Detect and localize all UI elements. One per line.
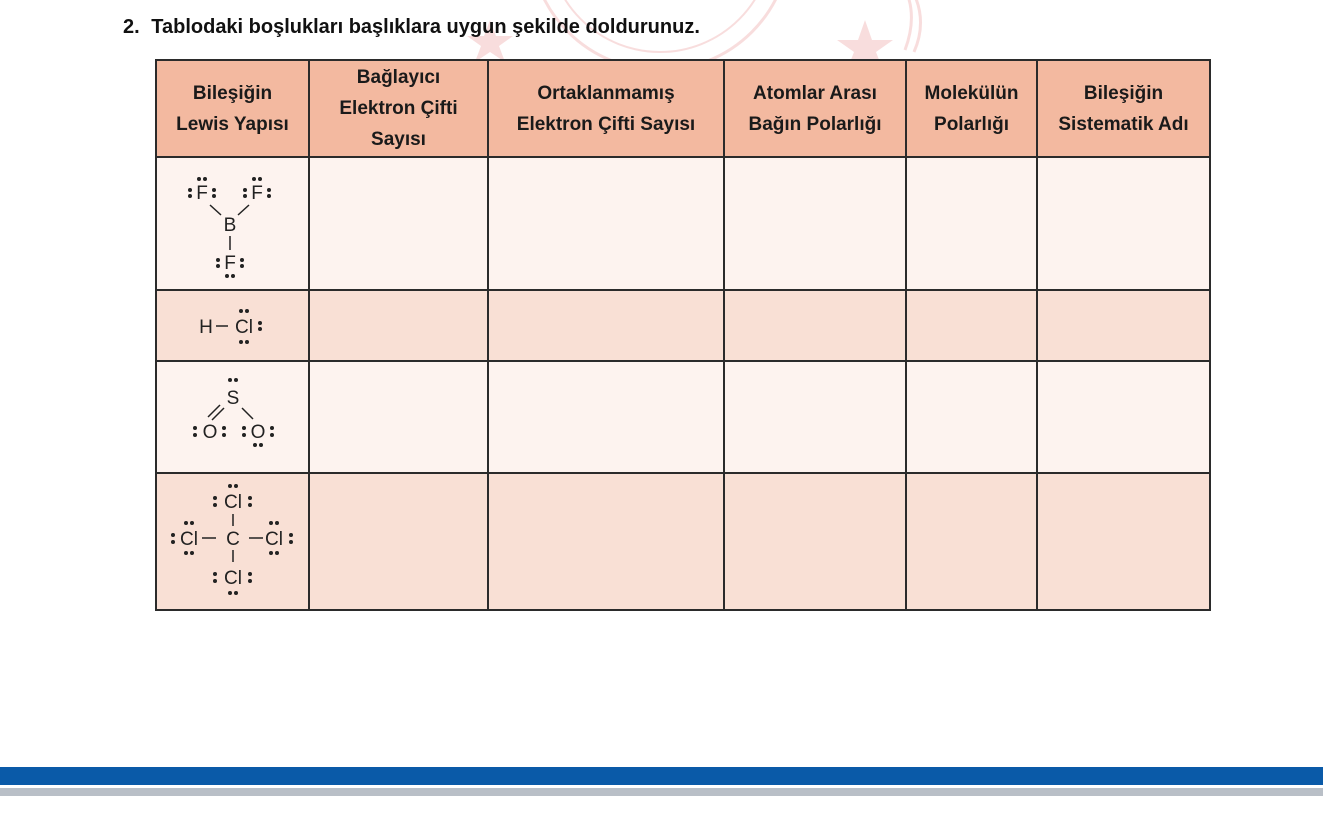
footer-gray-band [0, 788, 1323, 796]
lewis-cell-bf3 [156, 157, 309, 290]
lewis-cell-ccl4 [156, 473, 309, 610]
header-bonding-pairs: Bağlayıcı Elektron Çifti Sayısı [309, 60, 488, 157]
answer-cell[interactable] [309, 290, 488, 361]
header-lone-pairs: Ortaklanmamış Elektron Çifti Sayısı [488, 60, 724, 157]
answer-cell[interactable] [724, 290, 906, 361]
atom-f: F [223, 252, 236, 274]
atom-cl: Cl [264, 528, 283, 550]
atom-f: F [195, 182, 208, 204]
answer-cell[interactable] [1037, 473, 1210, 610]
table-row [156, 157, 1210, 290]
atom-c: C [225, 528, 240, 550]
answer-cell[interactable] [488, 290, 724, 361]
question-number: 2. [123, 16, 140, 38]
lewis-structure-ccl4 [168, 480, 298, 604]
answer-cell[interactable] [906, 473, 1037, 610]
header-lewis-structure: Bileşiğin Lewis Yapısı [156, 60, 309, 157]
header-molecule-polarity: Molekülün Polarlığı [906, 60, 1037, 157]
header-bond-polarity: Atomlar Arası Bağın Polarlığı [724, 60, 906, 157]
answer-cell[interactable] [1037, 157, 1210, 290]
answer-cell[interactable] [906, 157, 1037, 290]
atom-f: F [250, 182, 263, 204]
lewis-structure-so2 [178, 372, 288, 462]
atom-b: B [223, 214, 236, 236]
table-row [156, 361, 1210, 473]
lewis-cell-so2 [156, 361, 309, 473]
answer-cell[interactable] [906, 290, 1037, 361]
table-row [156, 473, 1210, 610]
table-row [156, 290, 1210, 361]
answer-cell[interactable] [724, 361, 906, 473]
atom-cl: Cl [234, 316, 253, 338]
lewis-structure-bf3 [178, 165, 288, 283]
atom-cl: Cl [223, 567, 242, 589]
atom-s: S [226, 388, 239, 409]
question-prompt [123, 16, 700, 39]
answer-cell[interactable] [488, 361, 724, 473]
lewis-cell-hcl [156, 290, 309, 361]
atom-o: O [202, 422, 217, 443]
answer-cell[interactable] [309, 157, 488, 290]
answer-cell[interactable] [724, 157, 906, 290]
answer-cell[interactable] [724, 473, 906, 610]
answer-cell[interactable] [309, 361, 488, 473]
lewis-structure-hcl [188, 301, 278, 351]
atom-cl: Cl [179, 528, 198, 550]
header-systematic-name: Bileşiğin Sistematik Adı [1037, 60, 1210, 157]
answer-cell[interactable] [1037, 361, 1210, 473]
answer-cell[interactable] [309, 473, 488, 610]
atom-cl: Cl [223, 491, 242, 513]
answer-cell[interactable] [906, 361, 1037, 473]
answer-cell[interactable] [488, 157, 724, 290]
question-text: Tablodaki boşlukları başlıklara uygun şekilde doldurunuz. [151, 16, 700, 38]
chemistry-table [155, 59, 1211, 611]
atom-o: O [250, 422, 265, 443]
atom-h: H [198, 316, 213, 338]
header-row [156, 60, 1210, 157]
footer-blue-band [0, 767, 1323, 785]
answer-cell[interactable] [1037, 290, 1210, 361]
answer-cell[interactable] [488, 473, 724, 610]
